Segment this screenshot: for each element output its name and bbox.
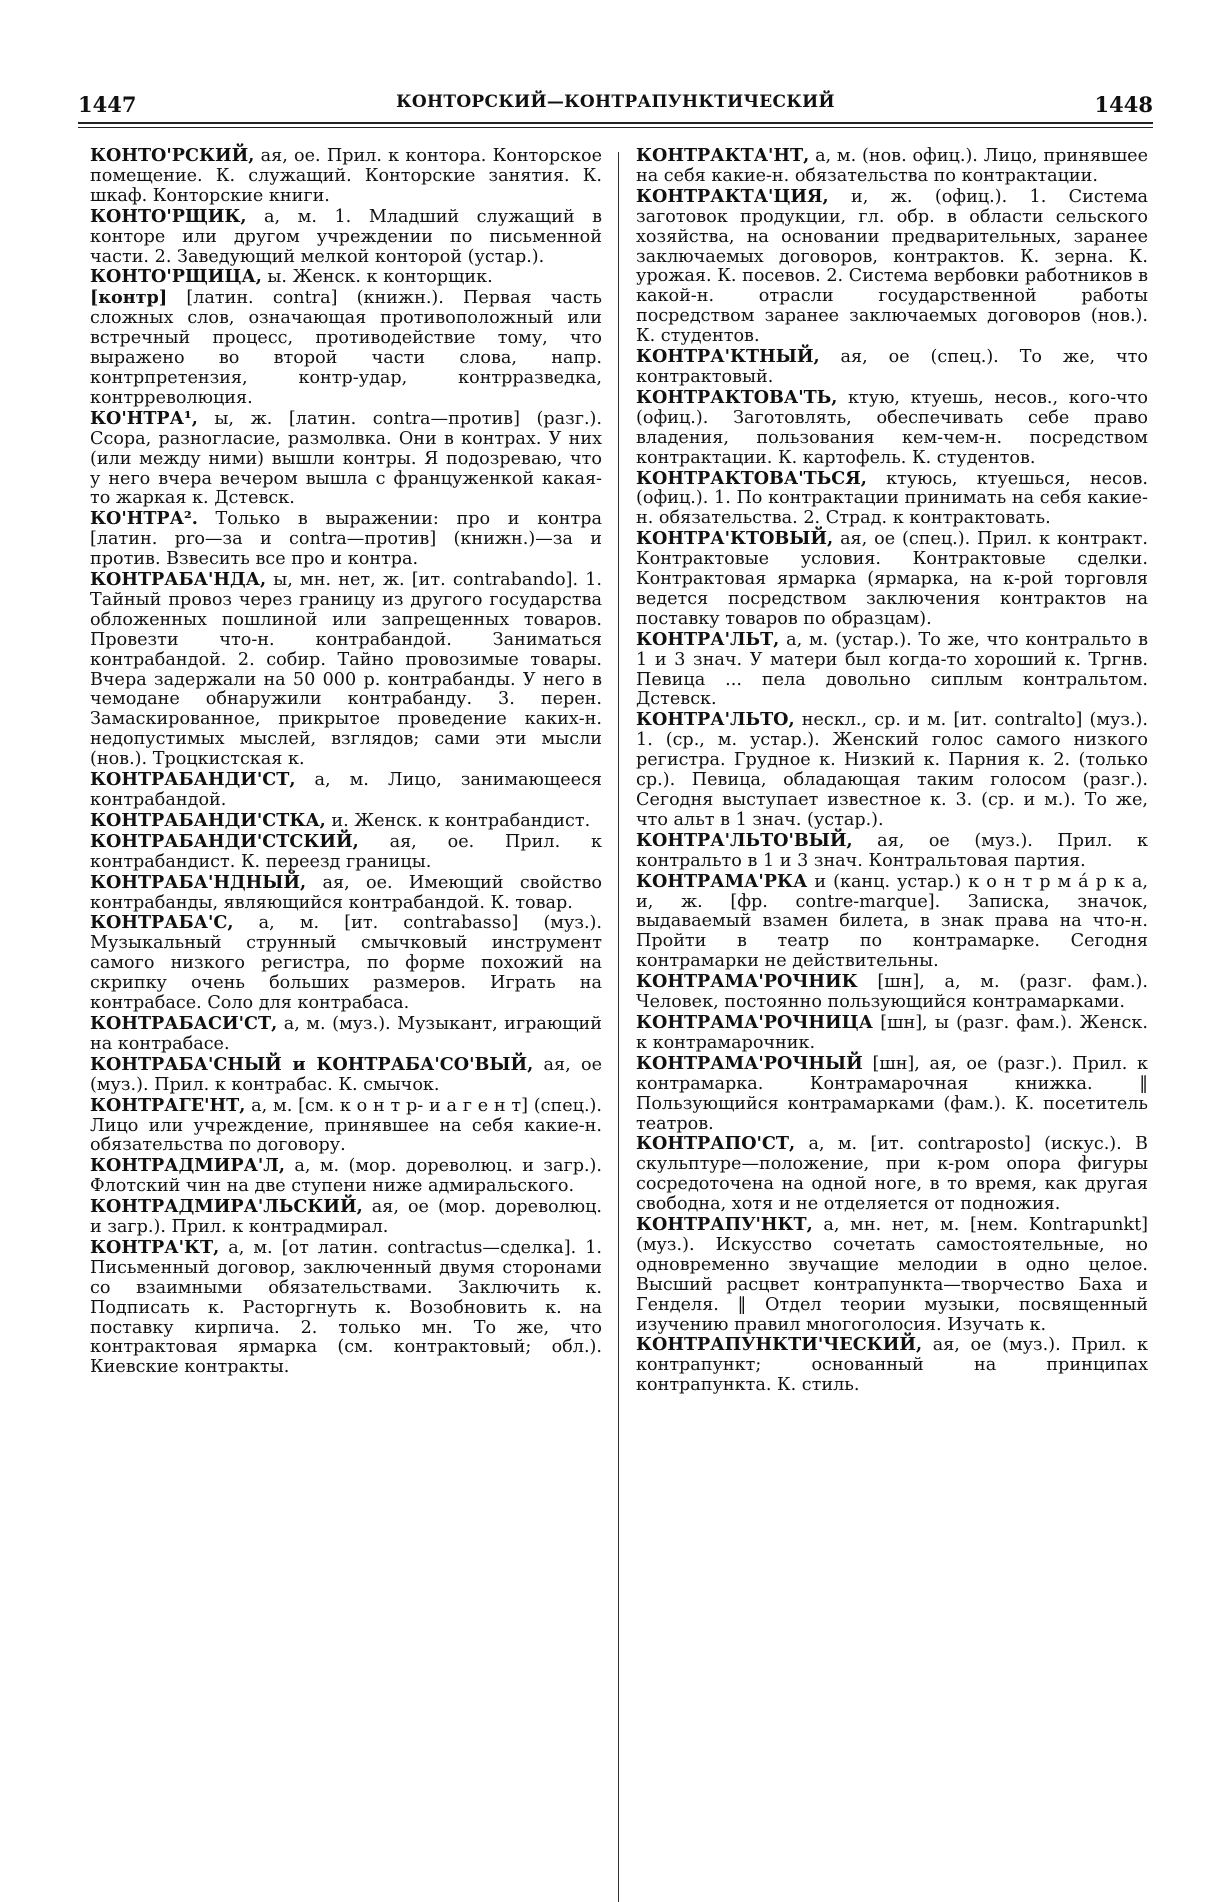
dictionary-entry xyxy=(90,288,602,408)
dictionary-entry xyxy=(90,811,602,832)
entry-headword: КОНТО'РЩИЦА, xyxy=(90,266,262,288)
entry-headword: КОНТРАБАСИ'СТ, xyxy=(90,1012,278,1034)
entry-definition: а, м. (муз.). Музыкант, играющий на контрабасе. xyxy=(90,1013,602,1054)
dictionary-entry xyxy=(90,509,602,570)
running-title: КОНТОРСКИЙ—КОНТРАПУНКТИЧЕСКИЙ xyxy=(396,92,835,112)
dictionary-entry xyxy=(636,187,1148,347)
dictionary-entry xyxy=(90,1197,602,1238)
entry-definition: а, м. (мор. дореволюц. и загр.). Флотский чин на две ступени ниже адмиральского. xyxy=(90,1156,603,1197)
dictionary-entry xyxy=(636,831,1148,872)
entry-definition: а, м. 1. Младший служащий в конторе или другом учреждении по письменной части. 2. Заведующий мелкой конторой (устар.). xyxy=(90,206,603,267)
entry-definition: а, мн. нет, м. [нем. Kontrapunkt] (муз.). Искусство сочетать самостоятельные, но одновременно звучащие мелодии в одно целое. Высший расцвет контрапункта—творчество Баха и Генделя. ‖ Отдел теории музыки, посвященный изучению правил многоголосия. Изучать к. xyxy=(636,1215,1149,1335)
entry-headword: КОНТРАБА'НДНЫЙ, xyxy=(90,871,307,893)
entry-definition: ая, ое. Имеющий свойство контрабанды, являющийся контрабандой. К. товар. xyxy=(90,872,602,913)
entry-definition: ы. Женск. к конторщик. xyxy=(267,267,493,288)
page-number-right: 1448 xyxy=(1094,92,1153,117)
dictionary-entry xyxy=(90,1238,602,1378)
header-rule xyxy=(78,122,1153,124)
entry-definition: а, м. [см. к о н т р- и а г е н т] (спец.). Лицо или учреждение, принявшее на себя какие-н. обязательства по договору. xyxy=(90,1095,603,1156)
entry-headword: КОНТРАКТОВА'ТЬ, xyxy=(636,386,838,408)
dictionary-entry xyxy=(636,1054,1148,1135)
entry-headword: КОНТРАМА'РОЧНИЦА xyxy=(636,1011,873,1033)
entry-definition: [шн], а, м. (разг. фам.). Человек, постоянно пользующийся контрамарками. xyxy=(636,972,1149,1013)
entry-definition: ктую, ктуешь, несов., кого-что (офиц.). Заготовлять, обеспечивать себе право владения, пользования кем-чем-н. посредством контрактации. К. картофель. К. студентов. xyxy=(636,387,1149,468)
entry-headword: КОНТРАПО'СТ, xyxy=(636,1133,796,1155)
entry-definition: ая, ое (муз.). Прил. к контрапункт; основанный на принципах контрапункта. К. стиль. xyxy=(636,1335,1149,1396)
entry-headword: КОНТРА'КТ, xyxy=(90,1236,220,1258)
entry-headword: КОНТРАПУ'НКТ, xyxy=(636,1214,813,1236)
entry-definition: ая, ое (спец.). Прил. к контракт. Контрактовые условия. Контрактовые сделки. Контрактовая ярмарка (ярмарка, на к-рой торговля ведется посредством заключения контрактов на поставку товаров по образцам). xyxy=(636,529,1149,629)
left-column xyxy=(90,146,602,1378)
dictionary-entry xyxy=(90,1014,602,1055)
dictionary-entry xyxy=(90,873,602,914)
entry-headword: КОНТРАКТОВА'ТЬСЯ, xyxy=(636,467,867,489)
entry-definition: а, м. (нов. офиц.). Лицо, принявшее на себя какие-н. обязательства по контрактации. xyxy=(636,146,1149,186)
dictionary-entry xyxy=(636,347,1148,388)
entry-headword: КОНТРАПУНКТИ'ЧЕСКИЙ, xyxy=(636,1334,923,1356)
entry-headword: КОНТРАДМИРА'Л, xyxy=(90,1155,285,1177)
dictionary-entry xyxy=(636,388,1148,469)
entry-headword: КОНТРАБАНДИ'СТКА, xyxy=(90,809,326,831)
entry-definition: Только в выражении: про и контра [латин. pro—за и contra—против] (книжн.)—за и против. Взвесить все про и контра. xyxy=(90,509,602,570)
entry-definition: ая, ое (муз.). Прил. к контральто в 1 и 3 знач. Контральтовая партия. xyxy=(636,830,1149,871)
dictionary-entry xyxy=(636,710,1148,830)
dictionary-entry xyxy=(90,207,602,268)
entry-headword: КОНТРАКТА'ЦИЯ, xyxy=(636,185,829,207)
entry-headword: КОНТРА'КТНЫЙ, xyxy=(636,346,820,368)
dictionary-entry xyxy=(636,630,1148,711)
entry-headword: КОНТРАБА'НДА, xyxy=(90,569,267,591)
entry-definition: нескл., ср. и м. [ит. contralto] (муз.). 1. (ср., м. устар.). Женский голос самого низкого регистра. Грудное к. Низкий к. Парния к. 2. (только ср.). Певица, обладающая таким голосом (разг.). Сегодня выступает известное к. 3. (ср. и м.). То же, что альт в 1 знач. (устар.). xyxy=(636,710,1148,830)
entry-definition: а, м. (устар.). То же, что контральто в 1 и 3 знач. У матери был когда-то хороший к. Тргнв. Певица ... пела довольно сиплым контральтом. Дстевск. xyxy=(636,629,1148,710)
entry-definition: и. Женск. к контрабандист. xyxy=(331,810,591,831)
dictionary-entry xyxy=(636,469,1148,530)
entry-headword: КОНТРА'КТОВЫЙ, xyxy=(636,528,834,550)
dictionary-entry xyxy=(90,913,602,1014)
entry-definition: [латин. contra] (книжн.). Первая часть сложных слов, означающая противоположный или встречный процесс, противодействие тому, что выражено во второй части слова, напр. контрпретензия, контр-удар, контрразведка, контрреволюция. xyxy=(90,288,603,408)
dictionary-entry xyxy=(636,1335,1148,1396)
entry-definition: а, м. [от латин. contractus—сделка]. 1. Письменный договор, заключенный двумя сторонами со взаимными обязательствами. Заключить к. Подписать к. Расторгнуть к. Возобновить к. на поставку кирпича. 2. только мн. То же, что контрактовая ярмарка (см. контрактовый; обл.). Киевские контракты. xyxy=(90,1237,602,1378)
dictionary-entry xyxy=(90,770,602,811)
entry-headword: КОНТРАМА'РОЧНИК xyxy=(636,971,858,993)
entry-definition: и, ж. (офиц.). 1. Система заготовок продукции, гл. обр. в области сельского хозяйства, на основании предварительных, заранее заключаемых договоров, контрактов. К. зерна. К. урожая. К. посевов. 2. Система вербовки работников в какой-н. отрасли государственной работы посредством заранее заключаемых договоров (нов.). К. студентов. xyxy=(636,186,1149,347)
entry-definition: [шн], ая, ое (разг.). Прил. к контрамарка. Контрамарочная книжка. ‖ Пользующийся контрамарками (фам.). К. посетитель театров. xyxy=(636,1053,1148,1134)
right-column xyxy=(636,146,1148,1396)
entry-definition: и (канц. устар.) к о н т р м á р к а, и, ж. [фр. contre-marque]. Записка, значок, выдаваемый взамен билета, в знак права на что-н. Пройти в театр по контрамарке. Сегодня контрамарки не действительны. xyxy=(636,871,1148,972)
page-number-left: 1447 xyxy=(78,92,137,117)
dictionary-entry xyxy=(90,146,602,207)
dictionary-entry xyxy=(636,1215,1148,1335)
entry-headword: КОНТРАБАНДИ'СТ, xyxy=(90,769,296,791)
entry-headword: КОНТРАДМИРА'ЛЬСКИЙ, xyxy=(90,1196,363,1218)
entry-headword: КО'НТРА². xyxy=(90,508,198,530)
entry-headword: КОНТРАМА'РОЧНЫЙ xyxy=(636,1052,863,1074)
entry-definition: [шн], ы (разг. фам.). Женск. к контрамарочник. xyxy=(636,1012,1149,1053)
entry-definition: а, м. [ит. contrabasso] (муз.). Музыкальный струнный смычковый инструмент самого низкого регистра, по форме похожий на скрипку очень больших размеров. Играть на контрабасе. Соло для контрабаса. xyxy=(90,913,602,1014)
dictionary-entry xyxy=(636,872,1148,973)
dictionary-entry xyxy=(90,267,602,288)
entry-headword: КОНТРАГЕ'НТ, xyxy=(90,1094,246,1116)
entry-definition: ы, ж. [латин. contra—против] (разг.). Ссора, разногласие, размолвка. Они в контрах. У них (или между ними) вышли контры. Я подозреваю, что у него вчера вечером вышла с француженкой какая-то жаркая к. Дстевск. xyxy=(90,408,602,509)
dictionary-entry xyxy=(90,1156,602,1197)
entry-definition: ы, мн. нет, ж. [ит. contrabando]. 1. Тайный провоз через границу из другого государства обложенных пошлиной или запрещенных товаров. Провезти что-н. контрабандой. Заниматься контрабандой. 2. собир. Тайно провозимые товары. Вчера задержали на 50 000 р. контрабанды. У него в чемодане обнаружили контрабанду. 3. перен. Замаскированное, прикрытое проведение каких-н. недопустимых мыслей, взглядов; сами эти мысли (нов.). Троцкистская к. xyxy=(90,570,603,770)
entry-definition: ая, ое. Прил. к контрабандист. К. переезд границы. xyxy=(90,831,603,872)
entry-definition: ая, ое (мор. дореволюц. и загр.). Прил. к контрадмирал. xyxy=(90,1197,602,1238)
entry-headword: КОНТО'РЩИК, xyxy=(90,205,247,227)
entry-definition: ктуюсь, ктуешься, несов. (офиц.). 1. По контрактации принимать на себя какие-н. обязательства. 2. Страд. к контрактовать. xyxy=(636,468,1148,529)
dictionary-entry xyxy=(90,832,602,873)
entry-headword: КОНТРАБАНДИ'СТСКИЙ, xyxy=(90,830,359,852)
entry-definition: а, м. Лицо, занимающееся контрабандой. xyxy=(90,770,602,810)
entry-definition: ая, ое (спец.). То же, что контрактовый. xyxy=(636,347,1148,387)
dictionary-entry xyxy=(90,1055,602,1096)
dictionary-entry xyxy=(90,1096,602,1157)
dictionary-entry xyxy=(636,146,1148,187)
entry-headword: КОНТРАБА'С, xyxy=(90,912,234,934)
entry-headword: [контр] xyxy=(90,287,168,309)
entry-headword: КОНТРАКТА'НТ, xyxy=(636,145,810,166)
entry-headword: КОНТО'РСКИЙ, xyxy=(90,145,255,166)
page-header xyxy=(78,92,1153,118)
dictionary-entry xyxy=(636,1134,1148,1215)
entry-headword: КОНТРАМА'РКА xyxy=(636,870,808,892)
entry-headword: КОНТРА'ЛЬТ, xyxy=(636,628,780,650)
dictionary-entry xyxy=(90,409,602,510)
header-rule-thin xyxy=(78,127,1153,128)
entry-headword: КОНТРАБА'СНЫЙ и КОНТРАБА'СО'ВЫЙ, xyxy=(90,1053,534,1075)
entry-headword: КОНТРА'ЛЬТО'ВЫЙ, xyxy=(636,829,853,851)
dictionary-entry xyxy=(636,972,1148,1013)
column-divider xyxy=(618,152,619,1902)
entry-definition: ая, ое (муз.). Прил. к контрабас. К. смычок. xyxy=(90,1054,602,1095)
entry-headword: КОНТРА'ЛЬТО, xyxy=(636,709,795,731)
dictionary-entry xyxy=(636,1013,1148,1054)
dictionary-entry xyxy=(636,529,1148,630)
entry-headword: КО'НТРА¹, xyxy=(90,407,198,429)
entry-definition: ая, ое. Прил. к контора. Конторское помещение. К. служащий. Конторские занятия. К. шкаф. Конторские книги. xyxy=(90,146,602,206)
dictionary-entry xyxy=(90,570,602,770)
entry-definition: а, м. [ит. contraposto] (искус.). В скульптуре—положение, при к-ром опора фигуры сосредоточена на одной ноге, в то время, как другая свободна, хотя и не отделяется от подножия. xyxy=(636,1134,1148,1215)
